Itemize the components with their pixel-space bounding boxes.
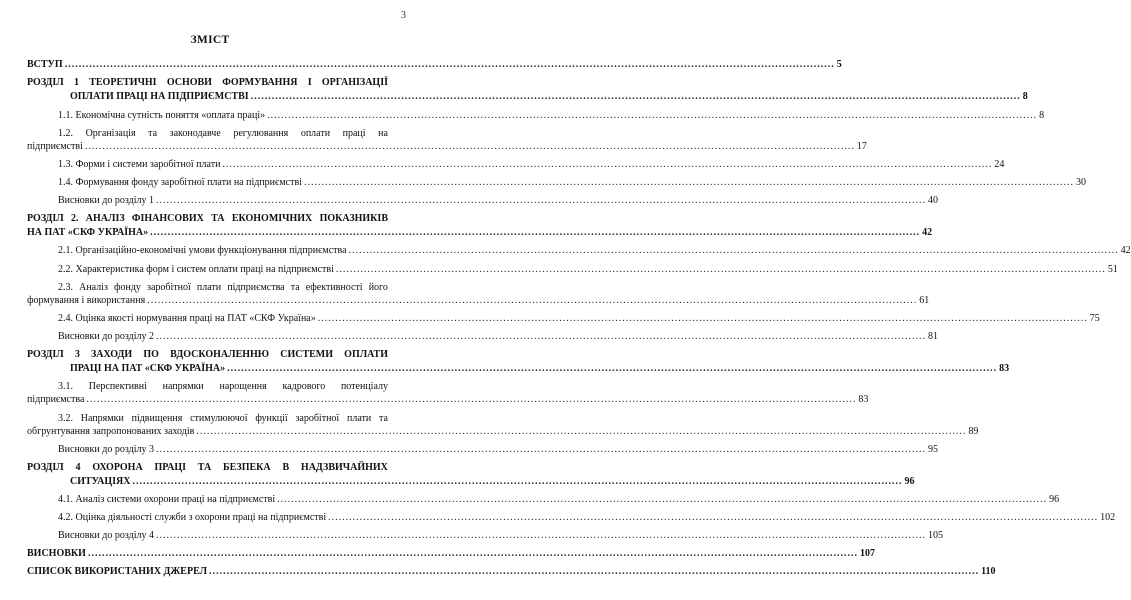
toc-word: Перспективні bbox=[88, 381, 147, 392]
toc-entry-text: Висновки до розділу 4 bbox=[58, 530, 154, 541]
toc-page-number: 51 bbox=[1107, 264, 1118, 275]
toc-word: ПРАЦІ bbox=[154, 462, 186, 473]
dot-leader: ............................................................................................................................................................................................................................ bbox=[132, 476, 903, 487]
toc-entry bbox=[27, 58, 842, 71]
dot-leader: ............................................................................................................................................................................................................................ bbox=[209, 566, 980, 577]
toc-page-number: 30 bbox=[1075, 177, 1086, 188]
toc-entry-text: ВСТУП bbox=[27, 59, 63, 70]
toc-entry-text bbox=[58, 127, 388, 140]
toc-entry bbox=[70, 475, 915, 488]
toc-entry bbox=[27, 294, 930, 307]
toc-word: плати bbox=[347, 413, 372, 424]
dot-leader: ............................................................................................................................................................................................................................ bbox=[87, 548, 858, 559]
dot-leader: ............................................................................................................................................................................................................................ bbox=[227, 363, 998, 374]
toc-page-number: 83 bbox=[999, 363, 1010, 374]
toc-word: 3.1. bbox=[58, 381, 73, 392]
toc-page-number: 107 bbox=[859, 548, 875, 559]
toc-entry-text: 4.1. Аналіз системи охорони праці на підприємстві bbox=[58, 494, 276, 505]
toc-entry bbox=[27, 393, 869, 406]
toc-entry bbox=[27, 76, 388, 89]
toc-word: 2.3. bbox=[58, 282, 73, 293]
toc-entry-text bbox=[27, 212, 388, 225]
toc-entry bbox=[27, 547, 875, 560]
toc-entry-text: 1.3. Форми і системи заробітної плати bbox=[58, 159, 221, 170]
toc-entry-text bbox=[58, 281, 388, 294]
toc-page-number: 96 bbox=[904, 476, 915, 487]
toc-entry-text: 1.1. Економічна сутність поняття «оплата праці» bbox=[58, 110, 266, 121]
toc-entry bbox=[27, 565, 996, 578]
toc-entry-text bbox=[58, 380, 388, 393]
toc-entry bbox=[27, 212, 388, 225]
toc-entry bbox=[27, 425, 979, 438]
toc-word: ефективності bbox=[305, 282, 363, 293]
page-number: 3 bbox=[401, 10, 406, 21]
toc-word: ОХОРОНА bbox=[92, 462, 143, 473]
toc-entry-text: 1.4. Формування фонду заробітної плати на підприємстві bbox=[58, 177, 302, 188]
toc-word: підприємства bbox=[227, 282, 285, 293]
toc-page-number: 81 bbox=[927, 331, 938, 342]
toc-word: та bbox=[379, 413, 388, 424]
toc-word: 3 bbox=[74, 349, 80, 360]
toc-word: ВДОСКОНАЛЕННЮ bbox=[170, 349, 270, 360]
toc-entry-text: 2.2. Характеристика форм і систем оплати праці на підприємстві bbox=[58, 264, 334, 275]
dot-leader: ............................................................................................................................................................................................................................ bbox=[155, 195, 926, 206]
toc-word: праці bbox=[342, 128, 366, 139]
toc-word: заробітної bbox=[147, 282, 191, 293]
toc-entry bbox=[27, 348, 388, 361]
toc-entry bbox=[58, 443, 938, 456]
toc-entry-text: підприємстві bbox=[27, 141, 83, 152]
toc-entry-text bbox=[27, 76, 388, 89]
dot-leader: ............................................................................................................................................................................................................................ bbox=[86, 394, 857, 405]
toc-word: функції bbox=[255, 413, 288, 424]
toc-entry-text: Висновки до розділу 2 bbox=[58, 331, 154, 342]
dot-leader: ............................................................................................................................................................................................................................ bbox=[348, 245, 1119, 256]
toc-entry-text: 2.4. Оцінка якості нормування праці на ПАТ «СКФ Україна» bbox=[58, 313, 316, 324]
toc-entry bbox=[58, 511, 1116, 524]
toc-word: ТА bbox=[197, 462, 212, 473]
toc-entry bbox=[58, 263, 1118, 276]
toc-word: плати bbox=[196, 282, 222, 293]
toc-word: регулювання bbox=[233, 128, 289, 139]
toc-word: фонду bbox=[114, 282, 141, 293]
toc-page-number: 83 bbox=[858, 394, 869, 405]
toc-word: оплати bbox=[300, 128, 331, 139]
dot-leader: ............................................................................................................................................................................................................................ bbox=[84, 141, 855, 152]
toc-entry bbox=[58, 109, 1045, 122]
toc-word: та bbox=[290, 282, 300, 293]
dot-leader: ............................................................................................................................................................................................................................ bbox=[155, 331, 926, 342]
dot-leader: ............................................................................................................................................................................................................................ bbox=[155, 444, 926, 455]
dot-leader: ............................................................................................................................................................................................................................ bbox=[64, 59, 835, 70]
toc-entry-text: обгрунтування запропонованих заходів bbox=[27, 426, 195, 437]
toc-word: та bbox=[148, 128, 158, 139]
toc-entry bbox=[58, 194, 938, 207]
toc-page-number: 110 bbox=[981, 566, 996, 577]
toc-page-number: 5 bbox=[836, 59, 842, 70]
toc-word: ФОРМУВАННЯ bbox=[222, 77, 298, 88]
toc-word: нарощення bbox=[219, 381, 267, 392]
toc-word: РОЗДІЛ bbox=[27, 349, 64, 360]
toc-entry-text: СПИСОК ВИКОРИСТАНИХ ДЖЕРЕЛ bbox=[27, 566, 208, 577]
toc-word: 4 bbox=[75, 462, 81, 473]
toc-page-number: 75 bbox=[1089, 313, 1100, 324]
dot-leader: ............................................................................................................................................................................................................................ bbox=[328, 512, 1099, 523]
toc-page-number: 102 bbox=[1100, 512, 1116, 523]
toc-entry bbox=[27, 140, 867, 153]
toc-entry bbox=[58, 244, 1131, 257]
toc-entry-text bbox=[27, 461, 388, 474]
toc-word: РОЗДІЛ bbox=[27, 462, 64, 473]
toc-entry-text bbox=[27, 348, 388, 361]
toc-word: ОПЛАТИ bbox=[344, 349, 388, 360]
dot-leader: ............................................................................................................................................................................................................................ bbox=[155, 530, 926, 541]
toc-entry bbox=[58, 158, 1005, 171]
toc-word: заробітної bbox=[295, 413, 340, 424]
toc-page-number: 42 bbox=[1120, 245, 1131, 256]
toc-word: законодавче bbox=[169, 128, 221, 139]
toc-page-number: 42 bbox=[922, 227, 933, 238]
toc-entry-text: ВИСНОВКИ bbox=[27, 548, 86, 559]
toc-word: АНАЛІЗ bbox=[85, 213, 125, 224]
toc-entry bbox=[58, 412, 388, 425]
toc-word: стимулюючої bbox=[190, 413, 248, 424]
toc-entry-text: ПРАЦІ НА ПАТ «СКФ УКРАЇНА» bbox=[70, 363, 226, 374]
toc-word: І bbox=[307, 77, 312, 88]
toc-word: на bbox=[378, 128, 388, 139]
dot-leader: ............................................................................................................................................................................................................................ bbox=[267, 110, 1038, 121]
toc-word: Організація bbox=[85, 128, 136, 139]
toc-entry-text bbox=[58, 412, 388, 425]
toc-word: 2. bbox=[71, 213, 79, 224]
dot-leader: ............................................................................................................................................................................................................................ bbox=[277, 494, 1048, 505]
toc-word: СИСТЕМИ bbox=[280, 349, 334, 360]
toc-word: Аналіз bbox=[79, 282, 108, 293]
toc-page-number: 8 bbox=[1039, 110, 1045, 121]
toc-page-number: 40 bbox=[927, 195, 938, 206]
toc-entry bbox=[58, 330, 938, 343]
toc-word: ФІНАНСОВИХ bbox=[131, 213, 204, 224]
toc-entry-text: ОПЛАТИ ПРАЦІ НА ПІДПРИЄМСТВІ bbox=[70, 91, 249, 102]
dot-leader: ............................................................................................................................................................................................................................ bbox=[222, 159, 993, 170]
toc-entry bbox=[58, 127, 388, 140]
toc-entry bbox=[58, 281, 388, 294]
toc-entry bbox=[58, 176, 1086, 189]
toc-entry-text: 4.2. Оцінка діяльності служби з охорони праці на підприємстві bbox=[58, 512, 327, 523]
toc-word: напрямки bbox=[162, 381, 204, 392]
toc-word: його bbox=[368, 282, 388, 293]
dot-leader: ............................................................................................................................................................................................................................ bbox=[147, 295, 918, 306]
toc-page-number: 95 bbox=[927, 444, 938, 455]
toc-entry bbox=[58, 493, 1060, 506]
toc-word: кадрового bbox=[282, 381, 326, 392]
toc-page-number: 89 bbox=[968, 426, 979, 437]
toc-word: БЕЗПЕКА bbox=[223, 462, 271, 473]
toc-word: ЕКОНОМІЧНИХ bbox=[231, 213, 313, 224]
toc-entry bbox=[58, 380, 388, 393]
toc-entry-text: формування і використання bbox=[27, 295, 146, 306]
toc-entry bbox=[58, 529, 943, 542]
dot-leader: ............................................................................................................................................................................................................................ bbox=[150, 227, 921, 238]
toc-entry-text: НА ПАТ «СКФ УКРАЇНА» bbox=[27, 227, 149, 238]
toc-page-number: 96 bbox=[1049, 494, 1060, 505]
toc-entry-text: підприємства bbox=[27, 394, 85, 405]
toc-word: ПО bbox=[143, 349, 159, 360]
toc-word: Напрямки bbox=[80, 413, 124, 424]
toc-word: ТА bbox=[211, 213, 225, 224]
toc-page-number: 24 bbox=[994, 159, 1005, 170]
toc-entry bbox=[70, 90, 1028, 103]
toc-page-number: 61 bbox=[919, 295, 930, 306]
toc-title: ЗМІСТ bbox=[190, 34, 230, 46]
toc-word: ОСНОВИ bbox=[166, 77, 212, 88]
dot-leader: ............................................................................................................................................................................................................................ bbox=[317, 313, 1088, 324]
toc-word: В bbox=[282, 462, 290, 473]
toc-word: 1 bbox=[73, 77, 79, 88]
toc-page-number: 17 bbox=[856, 141, 867, 152]
toc-word: ЗАХОДИ bbox=[91, 349, 133, 360]
toc-entry bbox=[70, 362, 1010, 375]
toc-entry-text: 2.1. Організаційно-економічні умови функціонування підприємства bbox=[58, 245, 347, 256]
toc-entry-text: СИТУАЦІЯХ bbox=[70, 476, 131, 487]
toc-entry-text: Висновки до розділу 1 bbox=[58, 195, 154, 206]
toc-word: 3.2. bbox=[58, 413, 73, 424]
dot-leader: ............................................................................................................................................................................................................................ bbox=[335, 264, 1106, 275]
toc-word: РОЗДІЛ bbox=[27, 77, 64, 88]
toc-word: потенціалу bbox=[340, 381, 388, 392]
toc-word: РОЗДІЛ bbox=[27, 213, 64, 224]
dot-leader: ............................................................................................................................................................................................................................ bbox=[196, 426, 967, 437]
toc-word: 1.2. bbox=[58, 128, 73, 139]
toc-entry bbox=[27, 226, 933, 239]
dot-leader: ............................................................................................................................................................................................................................ bbox=[303, 177, 1074, 188]
toc-word: ОРГАНІЗАЦІЇ bbox=[321, 77, 388, 88]
toc-entry bbox=[58, 312, 1100, 325]
toc-entry bbox=[27, 461, 388, 474]
toc-word: ТЕОРЕТИЧНІ bbox=[89, 77, 157, 88]
dot-leader: ............................................................................................................................................................................................................................ bbox=[250, 91, 1021, 102]
toc-entry-text: Висновки до розділу 3 bbox=[58, 444, 154, 455]
toc-page-number: 105 bbox=[927, 530, 943, 541]
toc-word: НАДЗВИЧАЙНИХ bbox=[300, 462, 388, 473]
toc-word: ПОКАЗНИКІВ bbox=[319, 213, 388, 224]
toc-page-number: 8 bbox=[1022, 91, 1028, 102]
toc-word: підвищення bbox=[131, 413, 183, 424]
